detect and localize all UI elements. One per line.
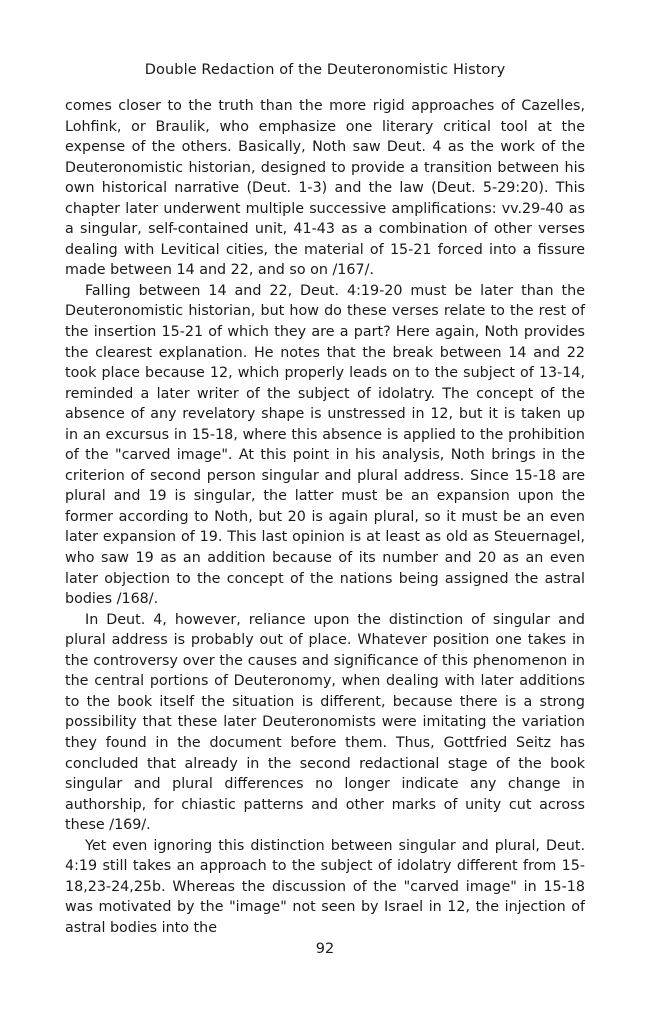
paragraph: Falling between 14 and 22, Deut. 4:19-20 must be later than the Deuteronomistic historian, but how do these verses relate to the rest of the insertion 15-21 of which they are a part? Here again, Noth provides the clearest explanation. He notes that the break between 14 and 22 took place because 12, which properly leads on to the subject of 13-14, reminded a later writer of the subject of idolatry. The concept of the absence of any revelatory shape is unstressed in 12, but it is taken up in an excursus in 15-18, where this absence is applied to the prohibition of the "carved image". At this point in his analysis, Noth brings in the criterion of second person singular and plural address. Since 15-18 are plural and 19 is singular, the latter must be an expansion upon the former according to Noth, but 20 is again plural, so it must be an even later expansion of 19. This last opinion is at least as old as Steuernagel, who saw 19 as an addition because of its number and 20 as an even later objection to the concept of the nations being assigned the astral bodies /168/.: [65, 282, 585, 608]
body-text: [65, 96, 585, 938]
paragraph: Yet even ignoring this distinction between singular and plural, Deut. 4:19 still takes an approach to the subject of idolatry different from 15-18,23-24,25b. Whereas the discussion of the "carved image" in 15-18 was motivated by the "image" not seen by Israel in 12, the injection of astral bodies into the: [65, 837, 585, 936]
paragraph: In Deut. 4, however, reliance upon the distinction of singular and plural address is probably out of place. Whatever position one takes in the controversy over the causes and significance of this phenomenon in the central portions of Deuteronomy, when dealing with later additions to the book itself the situation is different, because there is a strong possibility that these later Deuteronomists were imitating the variation they found in the document before them. Thus, Gottfried Seitz has concluded that already in the second redactional stage of the book singular and plural differences no longer indicate any change in authorship, for chiastic patterns and other marks of unity cut across these /169/.: [65, 611, 585, 834]
paragraph: comes closer to the truth than the more rigid approaches of Cazelles, Lohfink, or Braulik, who emphasize one literary critical tool at the expense of the others. Basically, Noth saw Deut. 4 as the work of the Deuteronomistic historian, designed to provide a transition between his own historical narrative (Deut. 1-3) and the law (Deut. 5-29:20). This chapter later underwent multiple successive amplifications: vv.29-40 as a singular, self-contained unit, 41-43 as a combination of other verses dealing with Levitical cities, the material of 15-21 forced into a fissure made between 14 and 22, and so on /167/.: [65, 98, 585, 279]
page-number: 92: [315, 941, 335, 957]
running-head: Double Redaction of the Deuteronomistic History: [144, 62, 506, 78]
